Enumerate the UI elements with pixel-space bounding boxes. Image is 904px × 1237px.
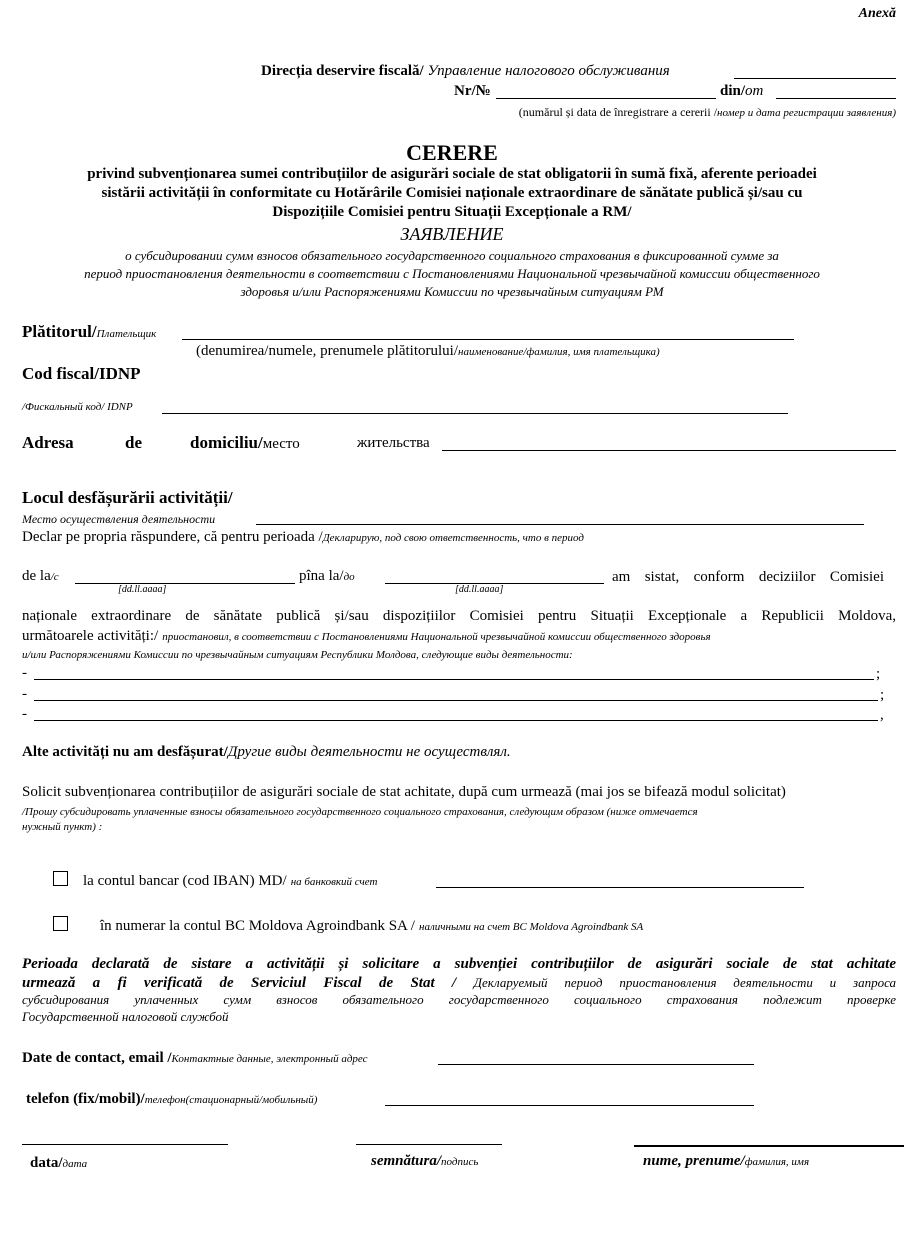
declaration-line-3-ru: приостановил, в соответствии с Постановлениями Национальной чрезвычайной комиссии общественного здоровья [162, 631, 711, 643]
solicit-ru-2: нужный пункт) : [22, 821, 103, 833]
de-la-date-input[interactable] [75, 583, 295, 584]
din-label-ro: din/ [720, 83, 746, 99]
locul-ru: Место осуществления деятельности [22, 512, 216, 526]
registration-note [519, 106, 896, 119]
platitorul-input[interactable] [182, 339, 794, 340]
declaration-line-4: и/или Распоряжениями Комиссии по чрезвычайным ситуациям Республики Молдова, следующие виды деятельности: [22, 649, 573, 661]
registration-note-ru: номер и дата регистрации заявления) [717, 107, 896, 119]
adresa-domiciliu: domiciliu/ [190, 433, 263, 452]
email-label-ru: Контактные данные, электронный адрес [171, 1053, 368, 1065]
directia-input[interactable] [734, 78, 896, 79]
platitorul-hint-ro: (denumirea/numele, prenumele plătitorului/ [196, 343, 458, 359]
phone-label-ro: telefon (fix/mobil)/ [26, 1091, 145, 1107]
directia-label-ro: Direcția deservire fiscală/ [261, 63, 424, 79]
semnatura-caption-ro: semnătura/ [371, 1153, 442, 1169]
phone-label-ru: телефон(стационарный/мобильный) [144, 1094, 318, 1106]
option-cash-ro: în numerar la contul BC Moldova Agroindbank SA / [100, 918, 415, 934]
cod-fiscal-ru: /Фискальный код/ IDNP [22, 401, 133, 413]
verification-line-3: субсидирования уплаченных сумм взносов обязательного государственного социального страхования подлежит проверке [22, 992, 896, 1007]
activity-end-2: ; [880, 687, 885, 703]
nume-caption-ru: фамилия, имя [744, 1156, 810, 1168]
pina-la-ru: до [343, 571, 355, 583]
cod-fiscal-ro: Cod fiscal/IDNP [22, 364, 141, 383]
verification-line-2 [22, 974, 896, 992]
adresa-input[interactable] [442, 450, 896, 451]
adresa-word-3 [190, 434, 300, 452]
data-caption-ro: data/ [30, 1155, 63, 1171]
de-la-ro: de la [22, 568, 51, 584]
email-input[interactable] [438, 1064, 754, 1065]
din-label-ru: от [745, 83, 764, 99]
phone-label [26, 1091, 317, 1107]
alte-activitati [22, 744, 511, 760]
option-bank-label [83, 873, 377, 889]
option-cash-label [100, 918, 643, 934]
activity-bullet-1: - [22, 665, 27, 681]
platitorul-label [22, 323, 156, 341]
email-label-ro: Date de contact, email / [22, 1050, 172, 1066]
de-la-label [22, 569, 59, 584]
declar-ru: Декларирую, под свою ответственность, что в период [322, 532, 584, 544]
activity-input-2[interactable] [34, 700, 878, 701]
directia-label-ru: Управление налогового обслуживания [427, 63, 670, 79]
verification-bold-2: urmează a fi verificată de Serviciul Fiscal de Stat / [22, 975, 457, 991]
title-cerere: CERERE [406, 140, 498, 165]
activity-bullet-3: - [22, 706, 27, 722]
verification-ru-2: Декларуемый период приостановления деятельности и запроса [473, 975, 896, 990]
option-cash-ru: наличными на счет BC Moldova Agroindbank SA [418, 921, 644, 933]
date-signature-line[interactable] [22, 1144, 228, 1145]
locul-ro: Locul desfășurării activității/ [22, 488, 233, 507]
email-label [22, 1050, 368, 1066]
locul-input[interactable] [256, 524, 864, 525]
directia-line [261, 64, 670, 79]
solicit-ru-1: /Прошу субсидировать уплаченные взносы обязательного государственного социального страхования, следующим образом (ниже отмечается [22, 806, 698, 818]
de-la-ru: /с [50, 571, 59, 583]
subtitle-ru-1: о субсидировании сумм взносов обязательного государственного социального страхования в фиксированной сумме за [125, 248, 779, 263]
platitorul-hint [196, 344, 660, 359]
activity-end-1: ; [876, 666, 881, 682]
semnatura-caption-ru: подпись [441, 1156, 479, 1168]
din-line [720, 84, 763, 99]
platitorul-ro: Plătitorul/ [22, 322, 97, 341]
sistat-text: am sistat, conform deciziilor Comisiei [612, 569, 884, 585]
activity-end-3: , [880, 707, 884, 723]
platitorul-ru: Плательщик [96, 328, 157, 340]
declaration-line-3 [22, 628, 711, 644]
signature-line[interactable] [356, 1144, 502, 1145]
nr-label: Nr/№ [454, 83, 491, 99]
activity-input-1[interactable] [34, 679, 874, 680]
nume-caption-ro: nume, prenume/ [643, 1153, 745, 1169]
pina-la-label [299, 569, 355, 584]
declaration-line-3-ro: următoarele activități:/ [22, 628, 159, 644]
subtitle-ru-3: здоровья и/или Распоряжениями Комиссии по чрезвычайным ситуациям РМ [240, 284, 664, 299]
din-input[interactable] [776, 98, 896, 99]
adresa-word-1: Adresa [22, 433, 74, 452]
phone-input[interactable] [385, 1105, 754, 1106]
subtitle-ru-2: период приостановления деятельности в соответствии с Постановлениями Национальной чрезвычайной комиссии общественного [84, 266, 820, 281]
solicit-ro: Solicit subvenționarea contribuțiilor de asigurări sociale de stat achitate, după cum urmează (mai jos se bifează modul solicitat) [22, 784, 786, 800]
subtitle-ro-3: Dispozițiile Comisiei pentru Situații Excepționale a RM/ [272, 204, 632, 220]
data-caption-ru: дата [62, 1158, 88, 1170]
verification-line-1: Perioada declarată de sistare a activității și solicitare a subvenției contribuțiilor de asigurări sociale de stat achitate [22, 956, 896, 972]
nr-input[interactable] [496, 98, 716, 99]
declaration-line-2: naționale extraordinare de sănătate publică și/sau dispozițiilor Comisiei pentru Situații Excepționale a Republicii Moldova, [22, 608, 896, 624]
pina-la-ro: pîna la/ [299, 568, 344, 584]
adresa-mesto: место [262, 436, 300, 452]
adresa-word-2: de [125, 433, 142, 452]
declar-line [22, 530, 584, 545]
subtitle-ro-2: sistării activității în conformitate cu Hotărârile Comisiei naționale extraordinare de sănătate publică și/sau cu [101, 185, 803, 201]
platitorul-hint-ru: наименование/фамилия, имя плательщика) [458, 346, 660, 358]
de-la-date-hint: [dd.ll.aaaa] [118, 584, 167, 595]
option-bank-ro: la contul bancar (cod IBAN) MD/ [83, 873, 287, 889]
iban-input[interactable] [436, 887, 804, 888]
nume-caption [643, 1153, 809, 1169]
activity-bullet-2: - [22, 686, 27, 702]
adresa-zhitelstva: жительства [357, 435, 430, 451]
data-caption [30, 1155, 87, 1171]
subtitle-ro-1: privind subvenționarea sumei contribuțiilor de asigurări sociale de stat obligatorii în sumă fixă, aferente perioadei [87, 166, 817, 182]
cash-checkbox[interactable] [53, 916, 68, 931]
semnatura-caption [371, 1153, 478, 1169]
registration-note-ro: (numărul și data de înregistrare a cererii / [518, 105, 718, 119]
declar-ro: Declar pe propria răspundere, că pentru perioada / [22, 529, 323, 545]
activity-input-3[interactable] [34, 720, 878, 721]
title-zayavlenie: ЗАЯВЛЕНИЕ [400, 224, 504, 244]
verification-line-4: Государственной налоговой службой [22, 1009, 229, 1024]
alte-ru: Другие виды деятельности не осуществлял. [227, 744, 511, 760]
bank-account-checkbox[interactable] [53, 871, 68, 886]
annex-label: Anexă [858, 6, 896, 21]
name-signature-line[interactable] [634, 1145, 904, 1147]
alte-ro: Alte activități nu am desfășurat/ [22, 744, 228, 760]
cod-fiscal-input[interactable] [162, 413, 788, 414]
option-bank-ru: на банковкий счет [290, 876, 378, 888]
pina-la-date-hint: [dd.ll.aaaa] [455, 584, 504, 595]
